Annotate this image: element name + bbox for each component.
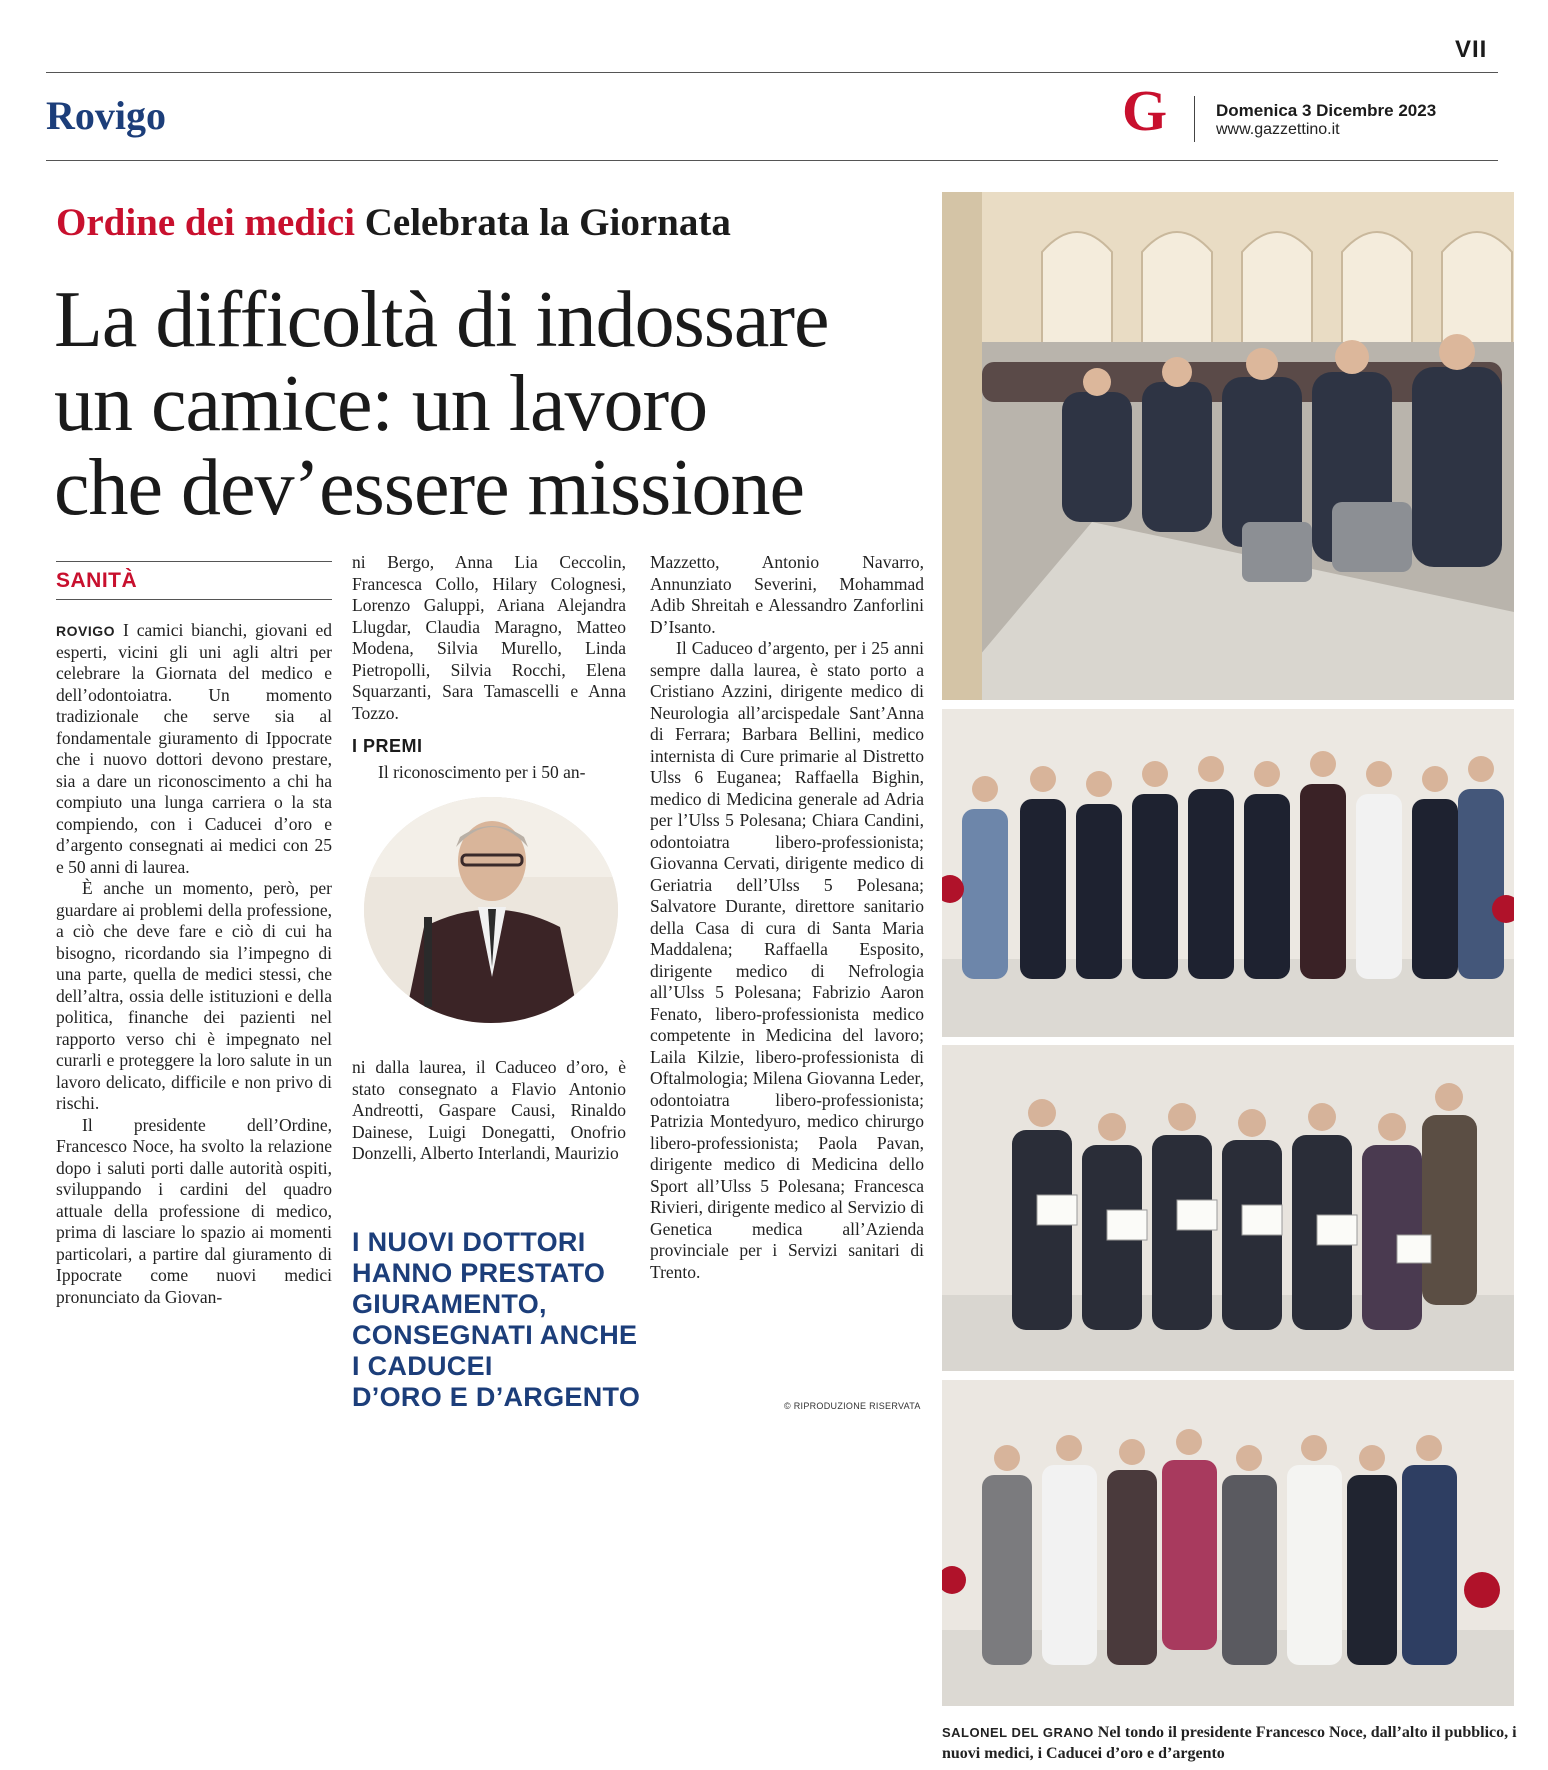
portrait-photo-president: [364, 797, 618, 1023]
pull-quote-line: I NUOVI DOTTORI: [352, 1227, 586, 1257]
photo-new-doctors: [942, 709, 1514, 1037]
dateline: ROVIGO: [56, 623, 116, 639]
pull-quote: [352, 1227, 641, 1413]
page-number: VII: [1455, 36, 1488, 63]
column-2-bottom: [352, 1057, 626, 1165]
pull-quote-line: GIURAMENTO,: [352, 1289, 547, 1319]
copyright-note: © RIPRODUZIONE RISERVATA: [784, 1401, 921, 1411]
issue-date: Domenica 3 Dicembre 2023: [1216, 101, 1437, 120]
kicker-text: Celebrata la Giornata: [364, 201, 731, 244]
headline-line: che dev’essere missione: [54, 444, 805, 532]
kicker: [56, 200, 731, 245]
photo-audience: [942, 192, 1514, 700]
paragraph-1: I camici bianchi, giovani ed esperti, vicini gli uni agli altri per celebrare la Giornata del medico e dell’odontoiatra. Un momento tradizionale che serve sia al fondamentale giuramento di Ippocrate che i nuovo dottori devono prestare, sia a dare un riconoscimento a chi ha compiuto una lunga carriera o la sta compiendo, con i Caducei d’oro e d’argento consegnati ai medici con 25 e 50 anni di laurea.: [56, 620, 333, 877]
tag-rule-top: [56, 561, 332, 562]
subhead-premi: I PREMI: [352, 736, 423, 756]
column-3: [650, 552, 924, 1283]
paragraph-8: Il Caduceo d’argento, per i 25 anni sempre dalla laurea, è stato porto a Cristiano Azzini, dirigente medico di Neurologia all’arcispedale Sant’Anna di Ferrara; Barbara Bellini, medico internista di Cure primarie al Distretto Ulss 6 Euganea; Raffaella Bighin, medico di Medicina generale ad Adria per l’Ulss 5 Polesana; Chiara Candini, odontoiatra libero-professionista; Giovanna Cervati, dirigente medico di Geriatria dell’Ulss 5 Polesana; Salvatore Durante, direttore sanitario della Casa di cura di Santa Maria Maddalena; Raffaella Esposito, dirigente medico di Nefrologia all’Ulss 5 Polesana; Fabrizio Aaron Fenato, libero-professionista medico competente in Medicina del lavoro; Laila Kilzie, libero-professionista di Oftalmologia; Milena Giovanna Leder, odontoiatra libero-professionista; Patrizia Montedyuro, medico chirurgo libero-professionista; Paola Pavan, dirigente medico di Medicina dello Sport all’Ulss 5 Polesana; Francesca Rivieri, dirigente medico al Servizio di Genetica medica all’Azienda provinciale per i Servizi sanitari di Trento.: [650, 638, 924, 1282]
section-title: Rovigo: [46, 93, 166, 138]
section-tag: SANITÀ: [56, 569, 138, 592]
caption-text: Nel tondo il presidente Francesco Noce, dall’alto il pubblico, i nuovi medici, i Caducei d’oro e d’argento: [942, 1724, 1517, 1762]
pull-quote-line: I CADUCEI: [352, 1351, 493, 1381]
column-1: [56, 620, 332, 1308]
photo-silver-caduceus: [942, 1380, 1514, 1706]
headline: [54, 278, 934, 530]
column-2-top: [352, 552, 626, 724]
top-rule: [46, 72, 1498, 73]
logo-divider: [1194, 96, 1195, 142]
tag-rule-bottom: [56, 599, 332, 600]
headline-line: un camice: un lavoro: [54, 360, 708, 448]
pull-quote-line: D’ORO E D’ARGENTO: [352, 1382, 641, 1412]
pull-quote-line: HANNO PRESTATO: [352, 1258, 606, 1288]
pull-quote-line: CONSEGNATI ANCHE: [352, 1320, 638, 1350]
paragraph-2: È anche un momento, però, per guardare ai problemi della professione, a ciò che deve fare e ciò di cui ha bisogno, ricordando sia l’impegno di una parte, quella de medici stessi, che dell’altra, ossia delle istituzioni e della politica, finanche dei pazienti nel rapporto verso chi è impegnato nel curarli e proteggere la loro salute in un lavoro delicato, difficile e non privo di rischi.: [56, 878, 332, 1113]
headline-line: La difficoltà di indossare: [54, 276, 829, 364]
gazzettino-logo: G: [1122, 78, 1168, 143]
paragraph-4: ni Bergo, Anna Lia Ceccolin, Francesca Collo, Hilary Colognesi, Lorenzo Galuppi, Ariana Alejandra Llugdar, Claudia Maragno, Matteo Modena, Silvia Murello, Linda Pietropolli, Silvia Rocchi, Elena Squarzanti, Sara Tamascelli e Anna Tozzo.: [352, 552, 626, 723]
website-url: www.gazzettino.it: [1216, 121, 1340, 138]
caption-tag: SALONEL DEL GRANO: [942, 1725, 1094, 1740]
header-rule: [46, 160, 1498, 161]
paragraph-7: Mazzetto, Antonio Navarro, Annunziato Severini, Mohammad Adib Shreitah e Alessandro Zanforlini D’Isanto.: [650, 552, 924, 637]
column-2-mid: [352, 762, 626, 784]
paragraph-5: Il riconoscimento per i 50 an-: [378, 762, 586, 782]
kicker-topic: Ordine dei medici: [56, 201, 355, 244]
paragraph-6: ni dalla laurea, il Caduceo d’oro, è stato consegnato a Flavio Antonio Andreotti, Gaspare Causi, Rinaldo Dainese, Luigi Donegatti, Onofrio Donzelli, Alberto Interlandi, Maurizio: [352, 1057, 626, 1163]
photo-caption: [942, 1722, 1522, 1764]
paragraph-3: Il presidente dell’Ordine, Francesco Noce, ha svolto la relazione dopo i saluti porti dalle autorità ospiti, sviluppando i cardini del quadro attuale della professione di medico, prima di lasciare lo spazio ai momenti particolari, a partire dal giuramento di Ippocrate come nuovi medici pronunciato da Giovan-: [56, 1114, 332, 1307]
photo-golden-caduceus: [942, 1045, 1514, 1371]
